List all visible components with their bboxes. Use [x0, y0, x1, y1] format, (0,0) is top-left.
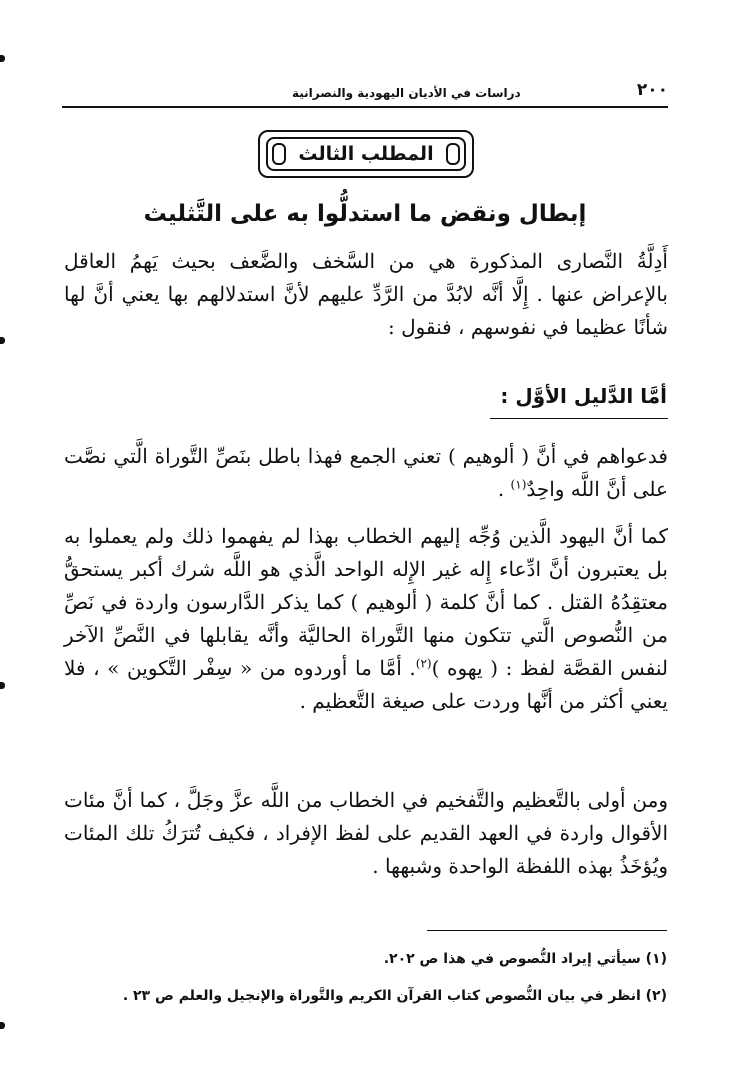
scan-edge-mark	[0, 55, 5, 62]
paragraph-jews-rebuttal	[64, 520, 668, 718]
section-label: المطلب الثالث	[298, 143, 434, 165]
chapter-title: إبطال ونقض ما استدلُّوا به على التَّثليث	[143, 201, 587, 227]
paragraph-end: .	[497, 477, 511, 501]
paragraph-glorification: ومن أولى بالتَّعظيم والتَّفخيم في الخطاب من اللَّه عزَّ وجَلَّ ، كما أنَّ مئات الأقوال واردة في العهد القديم على لفظ الإفراد ، فكيف تُترَكُ تلك المئات ويُؤخَذُ بهذه اللفظة الواحدة وشبهها .	[64, 788, 668, 878]
footnote-1: (١) سيأتي إيراد النُّصوص في هذا ص ٢٠٢.	[383, 951, 667, 967]
footnote-rule	[427, 930, 667, 931]
paragraph-text-part-a: كما أنَّ اليهود الَّذين وُجِّه إليهم الخطاب بهذا لم يفهموا ذلك ولم يعملوا به بل يعتبرون أنَّ ادِّعاء إِله غير الإِله الواحد الَّذي هو اللَّه شرك أكبر يستحقُّ معتقِدُهُ القتل . كما أنَّ كلمة ( ألوهيم ) كما يذكر الدَّارسون واردة في نَصِّ من النُّصوص الَّتي تتكون منها التَّوراة الحاليَّة وأنَّه يقابلها في النَّصِّ الآخر لنفس القصَّة لفظ : ( يهوه )	[64, 524, 668, 680]
footnote-ref-1: (١)	[510, 477, 527, 492]
page-number: ٢٠٠	[636, 80, 668, 100]
paragraph-text: فدعواهم في أنَّ ( ألوهيم ) تعني الجمع فهذا باطل بنَصِّ التَّوراة الَّتي نصَّت على أنَّ اللَّه واحِدٌ	[64, 444, 668, 501]
paragraph-first-evidence	[64, 440, 668, 506]
scan-edge-mark	[0, 1022, 5, 1029]
subheading-first-evidence: أمَّا الدَّليل الأوَّل :	[500, 384, 667, 408]
footnote-ref-2: (٢)	[415, 656, 432, 671]
paragraph-intro: أَدِلَّةُ النَّصارى المذكورة هي من السَّخف والضَّعف بحيث يَهمُ العاقل بالإعراض عنها . إِلَّا أنَّه لابُدَّ من الرَّدِّ عليهم لأنَّ استدلالهم بها يعني أنَّ لها شأنًا عظيما في نفوسهم ، فنقول :	[64, 249, 668, 339]
footnote-2: (٢) انظر في بيان النُّصوص كتاب القرآن الكريم والتَّوراة والإنجيل والعلم ص ٢٣ .	[122, 988, 667, 1004]
scan-edge-mark	[0, 337, 5, 344]
section-label-inner-frame	[266, 137, 466, 171]
scan-edge-mark	[0, 682, 5, 689]
running-head	[62, 80, 668, 104]
header-rule	[62, 106, 668, 108]
section-label-frame	[258, 130, 474, 178]
subheading-rule	[490, 418, 668, 419]
paragraph-text-part-b: . أمَّا ما أوردوه من « سِفْر التَّكوين » ، فلا يعني أكثر من أنَّها وردت على صيغة التَّعظيم .	[64, 656, 668, 713]
running-title: دراسات في الأديان اليهودية والنصرانية	[292, 86, 521, 100]
